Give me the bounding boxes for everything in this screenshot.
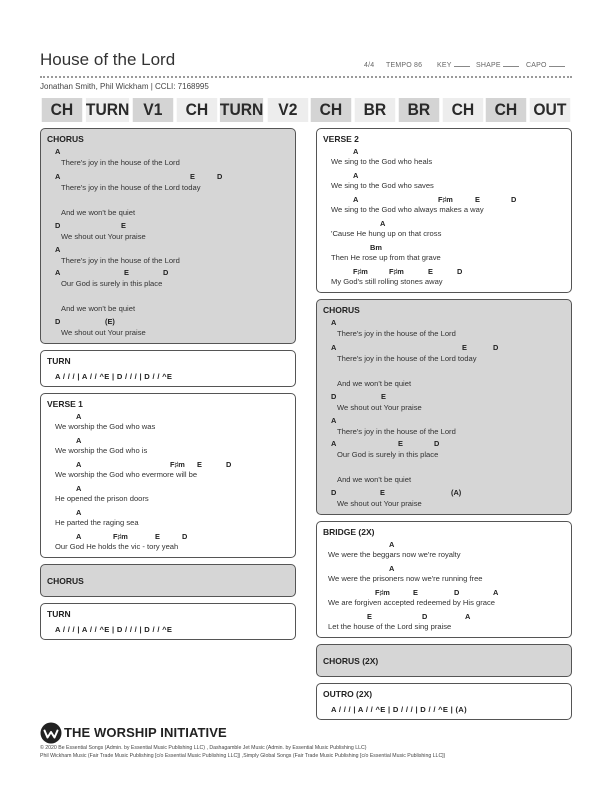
chord: F♯m [389, 267, 404, 276]
roadmap-item: TURN [86, 98, 129, 122]
section-label: VERSE 2 [323, 134, 359, 144]
lyric-line: Our God is surely in this place [337, 450, 439, 459]
chord: A [331, 416, 337, 425]
roadmap-item: CH [311, 98, 351, 122]
chord: A [55, 147, 61, 156]
section-chorus [40, 128, 296, 344]
chord: A [76, 532, 82, 541]
chord: A [465, 612, 471, 621]
chord: A [331, 439, 337, 448]
chord: E [398, 439, 403, 448]
roadmap-item: CH [486, 98, 526, 122]
key-field [437, 62, 470, 69]
chord: D [55, 317, 61, 326]
section-label: OUTRO (2X) [323, 689, 373, 699]
shape-field [476, 62, 519, 69]
section-bridge [316, 521, 572, 638]
lyric-line: We worship the God who is [55, 446, 148, 455]
lyric-line: We worship the God who evermore will be [55, 470, 198, 479]
section-label: VERSE 1 [47, 399, 83, 409]
chord: (A) [451, 488, 462, 497]
chord: E [413, 588, 418, 597]
lyric-line: And we won't be quiet [337, 475, 412, 484]
roadmap-item: OUT [530, 98, 570, 122]
song-title: House of the Lord [40, 50, 176, 69]
lyric-line: And we won't be quiet [61, 304, 136, 313]
lyric-line: There's joy in the house of the Lord today [337, 354, 477, 363]
lyric-line: He parted the raging sea [55, 518, 139, 527]
lyric-line: We shout out Your praise [61, 328, 146, 337]
dotted-divider [40, 76, 572, 78]
chord: A [76, 460, 82, 469]
lyric-line: Our God He holds the vic - tory yeah [55, 542, 179, 551]
chord: A [380, 219, 386, 228]
roadmap-item: BR [355, 98, 395, 122]
chord: A [55, 245, 61, 254]
lyric-line: We shout out Your praise [337, 499, 422, 508]
section-turn [40, 603, 296, 640]
copyright-line: Phil Wickham Music (Fair Trade Music Publishing [c/o Essential Music Publishing LLC]) ,Simply Global Songs (Fair Trade Music Publishing [c/o Essential Music Publishing LLC]) [40, 753, 446, 759]
chord: A [76, 412, 82, 421]
section-chorus-2x [316, 644, 572, 677]
section-turn [40, 350, 296, 387]
section-chorus [40, 564, 296, 597]
chord: E [155, 532, 160, 541]
lyric-line: And we won't be quiet [61, 208, 136, 217]
chord: A [331, 343, 337, 352]
section-label: CHORUS [323, 305, 360, 315]
time-signature: 4/4 [364, 62, 375, 69]
lyric-line: Our God is surely in this place [61, 279, 163, 288]
roadmap-item: CH [42, 98, 82, 122]
roadmap-item: V1 [133, 98, 173, 122]
chord: D [182, 532, 188, 541]
chord: E [124, 268, 129, 277]
section-label: CHORUS [47, 134, 84, 144]
lyric-line: And we won't be quiet [337, 379, 412, 388]
chord: Bm [370, 243, 382, 252]
tempo: TEMPO 86 [386, 62, 423, 69]
chord-progression: A / / / | A / / ^E | D / / / | D / / ^E [55, 625, 173, 634]
key-label: KEY [437, 62, 452, 69]
chord: A [389, 540, 395, 549]
chord: D [511, 195, 517, 204]
lyric-line: Let the house of the Lord sing praise [328, 622, 452, 631]
chord: E [197, 460, 202, 469]
lyric-line: There's joy in the house of the Lord [337, 427, 456, 436]
roadmap-item: BR [399, 98, 439, 122]
chord: A [331, 318, 337, 327]
lyric-line: We were the beggars now we're royalty [328, 550, 461, 559]
roadmap-item: TURN [220, 98, 263, 122]
chord: D [434, 439, 440, 448]
chord: F♯m [113, 532, 128, 541]
lyric-line: We shout out Your praise [61, 232, 146, 241]
capo-field [526, 62, 565, 69]
section-chorus [316, 299, 572, 515]
chord: E [367, 612, 372, 621]
section-label: BRIDGE (2X) [323, 527, 375, 537]
section-label: CHORUS (2X) [323, 656, 379, 666]
chord: A [353, 147, 359, 156]
lyric-line: There's joy in the house of the Lord today [61, 183, 201, 192]
chord: E [380, 488, 385, 497]
chord: D [226, 460, 232, 469]
chord: A [389, 564, 395, 573]
roadmap-item: CH [442, 98, 482, 122]
chord: E [381, 392, 386, 401]
section-verse-2 [316, 128, 572, 293]
lyric-line: We are forgiven accepted redeemed by His grace [328, 598, 496, 607]
chord: D [163, 268, 169, 277]
lyric-line: Then He rose up from that grave [331, 253, 441, 262]
chord: E [121, 221, 126, 230]
lyric-line: We sing to the God who always makes a way [331, 205, 484, 214]
section-label: TURN [47, 356, 71, 366]
lyric-line: There's joy in the house of the Lord [61, 256, 180, 265]
chord: A [76, 484, 82, 493]
chord-progression: A / / / | A / / ^E | D / / / | D / / ^E [55, 372, 173, 381]
chord: D [457, 267, 463, 276]
chord: A [353, 195, 359, 204]
song-roadmap [40, 98, 572, 122]
shape-label: SHAPE [476, 62, 501, 69]
chord: E [190, 172, 195, 181]
chord: D [331, 392, 337, 401]
chord: D [454, 588, 460, 597]
chord-progression: A / / / | A / / ^E | D / / / | D / / ^E | (A) [331, 705, 467, 714]
chord: D [331, 488, 337, 497]
lyric-line: We were the prisoners now we're running free [328, 574, 483, 583]
chord: A [55, 172, 61, 181]
lyric-line: We sing to the God who heals [331, 157, 433, 166]
section-label: CHORUS [47, 576, 84, 586]
chord: F♯m [170, 460, 185, 469]
chord: E [428, 267, 433, 276]
capo-label: CAPO [526, 62, 547, 69]
chord: (E) [105, 317, 115, 326]
chord: F♯m [353, 267, 368, 276]
chord: A [353, 171, 359, 180]
chord: D [217, 172, 223, 181]
chord: E [475, 195, 480, 204]
chord: A [76, 508, 82, 517]
chord: E [462, 343, 467, 352]
chord: A [76, 436, 82, 445]
chord: F♯m [375, 588, 390, 597]
worship-initiative-logo-icon [40, 722, 62, 744]
chord: D [493, 343, 499, 352]
lyric-line: We shout out Your praise [337, 403, 422, 412]
lyric-line: There's joy in the house of the Lord [337, 329, 456, 338]
lyric-line: There's joy in the house of the Lord [61, 158, 180, 167]
roadmap-item: CH [176, 98, 216, 122]
copyright-line: © 2020 Be Essential Songs (Admin. by Essential Music Publishing LLC) , Dashagamble Jet Music (Admin. by Essential Music Publishing LLC) [40, 745, 367, 751]
section-verse-1 [40, 393, 296, 558]
section-label: TURN [47, 609, 71, 619]
lyric-line: We worship the God who was [55, 422, 156, 431]
lyric-line: My God's still rolling stones away [331, 277, 443, 286]
lyric-line: He opened the prison doors [55, 494, 149, 503]
chord: D [422, 612, 428, 621]
brand-name: THE WORSHIP INITIATIVE [64, 725, 227, 740]
authors-ccli: Jonathan Smith, Phil Wickham | CCLI: 7168995 [40, 82, 209, 91]
chord: A [493, 588, 499, 597]
lyric-line: We sing to the God who saves [331, 181, 434, 190]
chord: F♯m [438, 195, 453, 204]
section-outro [316, 683, 572, 720]
chord: A [55, 268, 61, 277]
lyric-line: 'Cause He hung up on that cross [331, 229, 442, 238]
roadmap-item: V2 [267, 98, 307, 122]
chord: D [55, 221, 61, 230]
